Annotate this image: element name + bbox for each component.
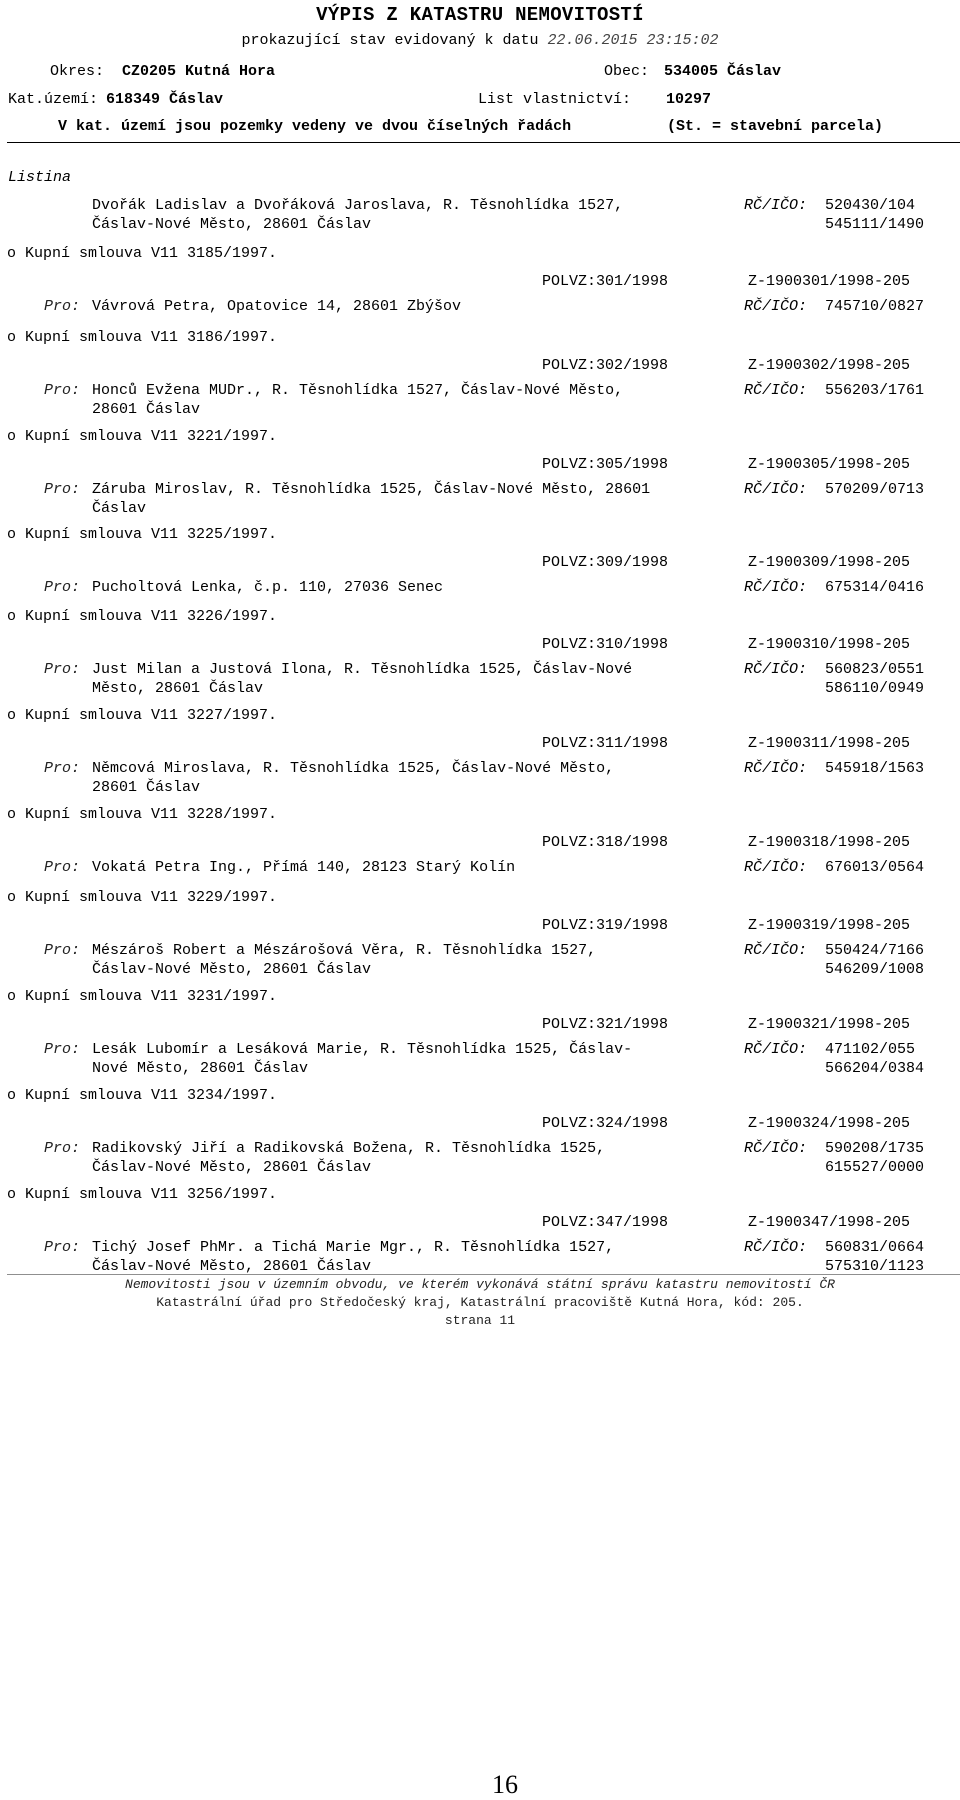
entry-rc-label: RČ/IČO:: [744, 1140, 808, 1157]
entry-z-number: Z-1900305/1998-205: [748, 456, 911, 473]
entry-polvz: POLVZ:302/1998: [542, 357, 669, 374]
document-subtitle: [0, 31, 960, 50]
entry-rc-value: 471102/055: [825, 1041, 916, 1058]
entry-pro-line: Honců Evžena MUDr., R. Těsnohlídka 1527, Čáslav-Nové Město,: [92, 382, 624, 399]
entry-rc-label: RČ/IČO:: [744, 760, 808, 777]
entry-pro-label: Pro:: [44, 1239, 81, 1256]
entry-pro-label: Pro:: [44, 579, 81, 596]
first-owner-rc-label: RČ/IČO:: [744, 197, 808, 214]
entry-rc-value: 675314/0416: [825, 579, 925, 596]
entry-rc-value: 586110/0949: [825, 680, 925, 697]
entry-rc-value: 615527/0000: [825, 1159, 925, 1176]
entry-rc-label: RČ/IČO:: [744, 481, 808, 498]
first-owner-rc-1: 520430/104: [825, 197, 916, 214]
okres-value: CZ0205 Kutná Hora: [122, 63, 276, 80]
entry-document: o Kupní smlouva V11 3186/1997.: [7, 329, 278, 346]
entry-pro-label: Pro:: [44, 859, 81, 876]
parcel-note: V kat. území jsou pozemky vedeny ve dvou číselných řadách: [58, 118, 572, 135]
entry-pro-line: Vávrová Petra, Opatovice 14, 28601 Zbýšov: [92, 298, 462, 315]
entry-pro-line: Mészároš Robert a Mészárošová Věra, R. Těsnohlídka 1527,: [92, 942, 597, 959]
entry-z-number: Z-1900347/1998-205: [748, 1214, 911, 1231]
entry-z-number: Z-1900311/1998-205: [748, 735, 911, 752]
footer-line-2: Katastrální úřad pro Středočeský kraj, Katastrální pracoviště Kutná Hora, kód: 205.: [156, 1295, 804, 1310]
entry-rc-value: 560831/0664: [825, 1239, 925, 1256]
entry-pro-line: Radikovský Jiří a Radikovská Božena, R. Těsnohlídka 1525,: [92, 1140, 606, 1157]
lv-label: List vlastnictví:: [478, 91, 632, 108]
kat-value: 618349 Čáslav: [106, 91, 224, 108]
entry-polvz: POLVZ:319/1998: [542, 917, 669, 934]
entry-pro-label: Pro:: [44, 382, 81, 399]
entry-document: o Kupní smlouva V11 3256/1997.: [7, 1186, 278, 1203]
entry-polvz: POLVZ:311/1998: [542, 735, 669, 752]
entry-rc-value: 566204/0384: [825, 1060, 925, 1077]
entry-pro-label: Pro:: [44, 760, 81, 777]
entry-rc-label: RČ/IČO:: [744, 579, 808, 596]
entry-document: o Kupní smlouva V11 3231/1997.: [7, 988, 278, 1005]
entry-document: o Kupní smlouva V11 3185/1997.: [7, 245, 278, 262]
obec-label: Obec:: [604, 63, 650, 80]
entry-rc-label: RČ/IČO:: [744, 298, 808, 315]
entry-rc-value: 575310/1123: [825, 1258, 925, 1275]
entry-pro-line: Just Milan a Justová Ilona, R. Těsnohlídka 1525, Čáslav-Nové: [92, 661, 633, 678]
entry-z-number: Z-1900319/1998-205: [748, 917, 911, 934]
entry-document: o Kupní smlouva V11 3234/1997.: [7, 1087, 278, 1104]
entry-polvz: POLVZ:321/1998: [542, 1016, 669, 1033]
entry-rc-label: RČ/IČO:: [744, 1041, 808, 1058]
entry-z-number: Z-1900324/1998-205: [748, 1115, 911, 1132]
entry-z-number: Z-1900318/1998-205: [748, 834, 911, 851]
entry-pro-line: Čáslav-Nové Město, 28601 Čáslav: [92, 1258, 372, 1275]
first-owner-rc-2: 545111/1490: [825, 216, 925, 233]
entry-pro-label: Pro:: [44, 1140, 81, 1157]
entry-polvz: POLVZ:305/1998: [542, 456, 669, 473]
entry-pro-line: Nové Město, 28601 Čáslav: [92, 1060, 309, 1077]
entry-rc-value: 676013/0564: [825, 859, 925, 876]
first-owner-line-2: Čáslav-Nové Město, 28601 Čáslav: [92, 216, 372, 233]
entry-z-number: Z-1900310/1998-205: [748, 636, 911, 653]
entry-rc-value: 550424/7166: [825, 942, 925, 959]
entry-document: o Kupní smlouva V11 3221/1997.: [7, 428, 278, 445]
subtitle-prefix: prokazující stav evidovaný k datu: [241, 32, 539, 49]
entry-rc-label: RČ/IČO:: [744, 382, 808, 399]
entry-z-number: Z-1900302/1998-205: [748, 357, 911, 374]
entry-pro-line: Němcová Miroslava, R. Těsnohlídka 1525, Čáslav-Nové Město,: [92, 760, 615, 777]
entry-document: o Kupní smlouva V11 3229/1997.: [7, 889, 278, 906]
first-owner-line-1: Dvořák Ladislav a Dvořáková Jaroslava, R. Těsnohlídka 1527,: [92, 197, 624, 214]
entry-rc-value: 546209/1008: [825, 961, 925, 978]
entry-pro-line: 28601 Čáslav: [92, 401, 201, 418]
entry-polvz: POLVZ:301/1998: [542, 273, 669, 290]
entry-document: o Kupní smlouva V11 3225/1997.: [7, 526, 278, 543]
section-label: Listina: [8, 169, 72, 186]
entry-pro-line: Město, 28601 Čáslav: [92, 680, 264, 697]
entry-pro-line: Záruba Miroslav, R. Těsnohlídka 1525, Čáslav-Nové Město, 28601: [92, 481, 651, 498]
entry-pro-line: Tichý Josef PhMr. a Tichá Marie Mgr., R. Těsnohlídka 1527,: [92, 1239, 615, 1256]
entry-polvz: POLVZ:309/1998: [542, 554, 669, 571]
entry-rc-value: 556203/1761: [825, 382, 925, 399]
page-number: 16: [492, 1770, 518, 1799]
okres-label: Okres:: [50, 63, 105, 80]
entry-rc-label: RČ/IČO:: [744, 661, 808, 678]
entry-pro-line: Čáslav: [92, 500, 147, 517]
entry-pro-line: Vokatá Petra Ing., Přímá 140, 28123 Starý Kolín: [92, 859, 516, 876]
entry-rc-label: RČ/IČO:: [744, 942, 808, 959]
footer-page-label: strana 11: [444, 1313, 516, 1328]
entry-rc-value: 560823/0551: [825, 661, 925, 678]
entry-pro-line: Pucholtová Lenka, č.p. 110, 27036 Senec: [92, 579, 444, 596]
entry-z-number: Z-1900321/1998-205: [748, 1016, 911, 1033]
entry-pro-label: Pro:: [44, 481, 81, 498]
entry-pro-line: Čáslav-Nové Město, 28601 Čáslav: [92, 961, 372, 978]
footer-divider: [7, 1274, 960, 1275]
entry-rc-value: 570209/0713: [825, 481, 925, 498]
header-divider: [7, 142, 960, 143]
entry-rc-label: RČ/IČO:: [744, 1239, 808, 1256]
subtitle-date: 22.06.2015 23:15:02: [547, 32, 719, 49]
footer-line-1: Nemovitosti jsou v územním obvodu, ve kterém vykonává státní správu katastru nemovitostí ČR: [125, 1277, 835, 1292]
entry-pro-line: Čáslav-Nové Město, 28601 Čáslav: [92, 1159, 372, 1176]
entry-pro-label: Pro:: [44, 942, 81, 959]
entry-rc-label: RČ/IČO:: [744, 859, 808, 876]
obec-value: 534005 Čáslav: [664, 63, 782, 80]
kat-label: Kat.území:: [8, 91, 99, 108]
entry-rc-value: 590208/1735: [825, 1140, 925, 1157]
entry-pro-line: 28601 Čáslav: [92, 779, 201, 796]
entry-polvz: POLVZ:310/1998: [542, 636, 669, 653]
entry-polvz: POLVZ:324/1998: [542, 1115, 669, 1132]
parcel-note-suffix: (St. = stavební parcela): [667, 118, 884, 135]
entry-polvz: POLVZ:347/1998: [542, 1214, 669, 1231]
entry-rc-value: 545918/1563: [825, 760, 925, 777]
entry-document: o Kupní smlouva V11 3228/1997.: [7, 806, 278, 823]
entry-z-number: Z-1900301/1998-205: [748, 273, 911, 290]
entry-pro-label: Pro:: [44, 298, 81, 315]
entry-pro-label: Pro:: [44, 1041, 81, 1058]
entry-pro-line: Lesák Lubomír a Lesáková Marie, R. Těsnohlídka 1525, Čáslav-: [92, 1041, 633, 1058]
entry-pro-label: Pro:: [44, 661, 81, 678]
entry-polvz: POLVZ:318/1998: [542, 834, 669, 851]
entry-document: o Kupní smlouva V11 3227/1997.: [7, 707, 278, 724]
entry-rc-value: 745710/0827: [825, 298, 925, 315]
entry-document: o Kupní smlouva V11 3226/1997.: [7, 608, 278, 625]
document-title: VÝPIS Z KATASTRU NEMOVITOSTÍ: [316, 4, 644, 26]
entry-z-number: Z-1900309/1998-205: [748, 554, 911, 571]
lv-value: 10297: [666, 91, 712, 108]
